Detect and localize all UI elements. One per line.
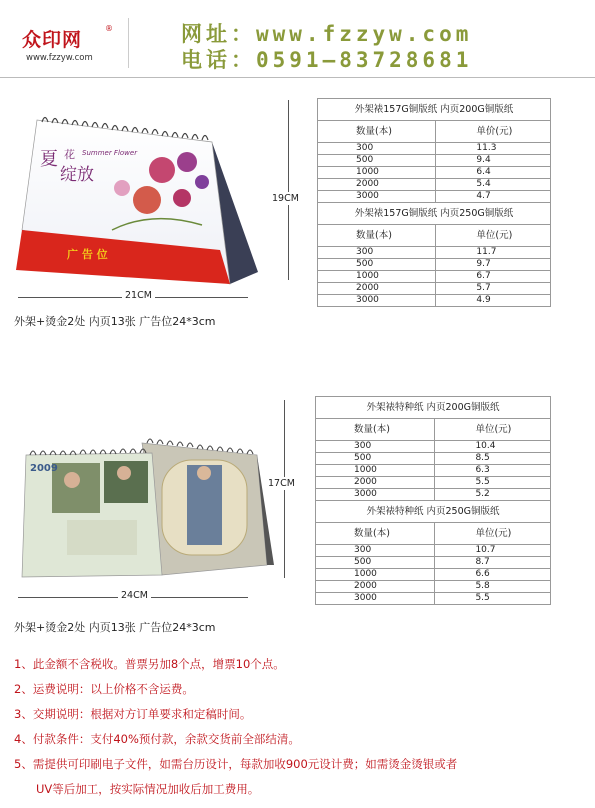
quantity-cell: 500 [316, 453, 435, 465]
table-row [316, 489, 551, 501]
price-cell: 6.3 [435, 465, 551, 477]
quantity-cell: 3000 [318, 191, 436, 203]
height-label: 17CM [268, 478, 295, 489]
note-payment: 4、付款条件：支付40%预付款，余款交货前全部结清。 [14, 732, 300, 746]
table-title: 外架裱特种纸 内页250G铜版纸 [316, 501, 551, 523]
price-cell: 5.8 [435, 581, 551, 593]
table-row [318, 295, 551, 307]
width-label: 24CM [118, 590, 151, 601]
quantity-cell: 2000 [318, 283, 436, 295]
table-row [318, 191, 551, 203]
table-title: 外架裱特种纸 内页200G铜版纸 [316, 397, 551, 419]
column-header-price: 单价(元) [436, 121, 551, 143]
desk-calendar-flower-image [12, 100, 270, 290]
quantity-cell: 1000 [316, 569, 435, 581]
product-caption: 外架+烫金2处 内页13张 广告位24*3cm [14, 621, 216, 634]
column-header-price: 单位(元) [435, 523, 551, 545]
logo-url: www.fzzyw.com [26, 53, 93, 63]
quantity-cell: 300 [316, 545, 435, 557]
product-caption: 外架+烫金2处 内页13张 广告位24*3cm [14, 315, 216, 328]
price-cell: 6.6 [435, 569, 551, 581]
column-header-quantity: 数量(本) [316, 523, 435, 545]
price-cell: 10.7 [435, 545, 551, 557]
quantity-cell: 1000 [318, 167, 436, 179]
price-cell: 6.4 [436, 167, 551, 179]
website-line: 网址：www.fzzyw.com [181, 22, 473, 46]
width-label: 21CM [122, 290, 155, 301]
column-header-quantity: 数量(本) [316, 419, 435, 441]
logo-text: 众印网 [22, 29, 83, 51]
header-rule [0, 77, 595, 78]
note-files: 5、需提供可印刷电子文件，如需台历设计，每款加收900元设计费；如需烫金烫银或者 [14, 757, 458, 771]
column-header-quantity: 数量(本) [318, 121, 436, 143]
quantity-cell: 3000 [316, 489, 435, 501]
table-row [318, 247, 551, 259]
calendar-script: Summer Flower [82, 149, 138, 157]
table-row [316, 477, 551, 489]
column-header-quantity: 数量(本) [318, 225, 436, 247]
quantity-cell: 1000 [318, 271, 436, 283]
table-row [316, 441, 551, 453]
quantity-cell: 2000 [316, 477, 435, 489]
price-cell: 5.7 [436, 283, 551, 295]
quantity-cell: 300 [318, 247, 436, 259]
table-title: 外架裱157G铜版纸 内页200G铜版纸 [318, 99, 551, 121]
quantity-cell: 3000 [318, 295, 436, 307]
note-tax: 1、此金额不含税收。普票另加8个点，增票10个点。 [14, 657, 285, 671]
price-table [317, 98, 551, 307]
quantity-cell: 2000 [316, 581, 435, 593]
table-row [318, 167, 551, 179]
price-cell: 9.4 [436, 155, 551, 167]
price-cell: 10.4 [435, 441, 551, 453]
table-row [318, 259, 551, 271]
price-table [315, 396, 551, 605]
table-row [316, 545, 551, 557]
table-row [316, 569, 551, 581]
price-cell: 11.7 [436, 247, 551, 259]
note-files-continued: UV等后加工，按实际情况加收后加工费用。 [36, 782, 260, 796]
price-cell: 4.7 [436, 191, 551, 203]
calendar-title-zhanfang: 绽放 [60, 165, 94, 185]
price-cell: 5.2 [435, 489, 551, 501]
quantity-cell: 300 [316, 441, 435, 453]
calendar-title-hua: 花 [64, 148, 75, 161]
desk-calendar-photo-image [12, 425, 274, 590]
table-row [316, 557, 551, 569]
table-row [318, 143, 551, 155]
column-header-price: 单位(元) [435, 419, 551, 441]
quantity-cell: 3000 [316, 593, 435, 605]
quantity-cell: 500 [316, 557, 435, 569]
table-row [316, 465, 551, 477]
table-row [316, 581, 551, 593]
column-header-price: 单位(元) [436, 225, 551, 247]
calendar-title-xia: 夏 [40, 149, 58, 170]
quantity-cell: 500 [318, 155, 436, 167]
table-row [316, 593, 551, 605]
price-cell: 9.7 [436, 259, 551, 271]
price-cell: 11.3 [436, 143, 551, 155]
note-shipping: 2、运费说明：以上价格不含运费。 [14, 682, 194, 696]
price-cell: 4.9 [436, 295, 551, 307]
registered-mark: ® [105, 24, 113, 33]
quantity-cell: 1000 [316, 465, 435, 477]
price-cell: 5.4 [436, 179, 551, 191]
price-cell: 8.7 [435, 557, 551, 569]
note-delivery: 3、交期说明：根据对方订单要求和定稿时间。 [14, 707, 252, 721]
price-cell: 5.5 [435, 593, 551, 605]
quantity-cell: 300 [318, 143, 436, 155]
height-label: 19CM [272, 193, 299, 204]
table-row [318, 271, 551, 283]
table-row [316, 453, 551, 465]
phone-line: 电话：0591—83728681 [181, 48, 473, 72]
quantity-cell: 2000 [318, 179, 436, 191]
price-cell: 5.5 [435, 477, 551, 489]
calendar-year: 2009 [30, 463, 58, 474]
table-row [318, 283, 551, 295]
height-dimension-line [288, 100, 289, 280]
table-row [318, 155, 551, 167]
ad-band-label: 广 告 位 [67, 248, 108, 261]
table-title: 外架裱157G铜版纸 内页250G铜版纸 [318, 203, 551, 225]
price-cell: 6.7 [436, 271, 551, 283]
price-cell: 8.5 [435, 453, 551, 465]
header-divider [128, 18, 129, 68]
quantity-cell: 500 [318, 259, 436, 271]
table-row [318, 179, 551, 191]
terms-notes [14, 652, 584, 802]
